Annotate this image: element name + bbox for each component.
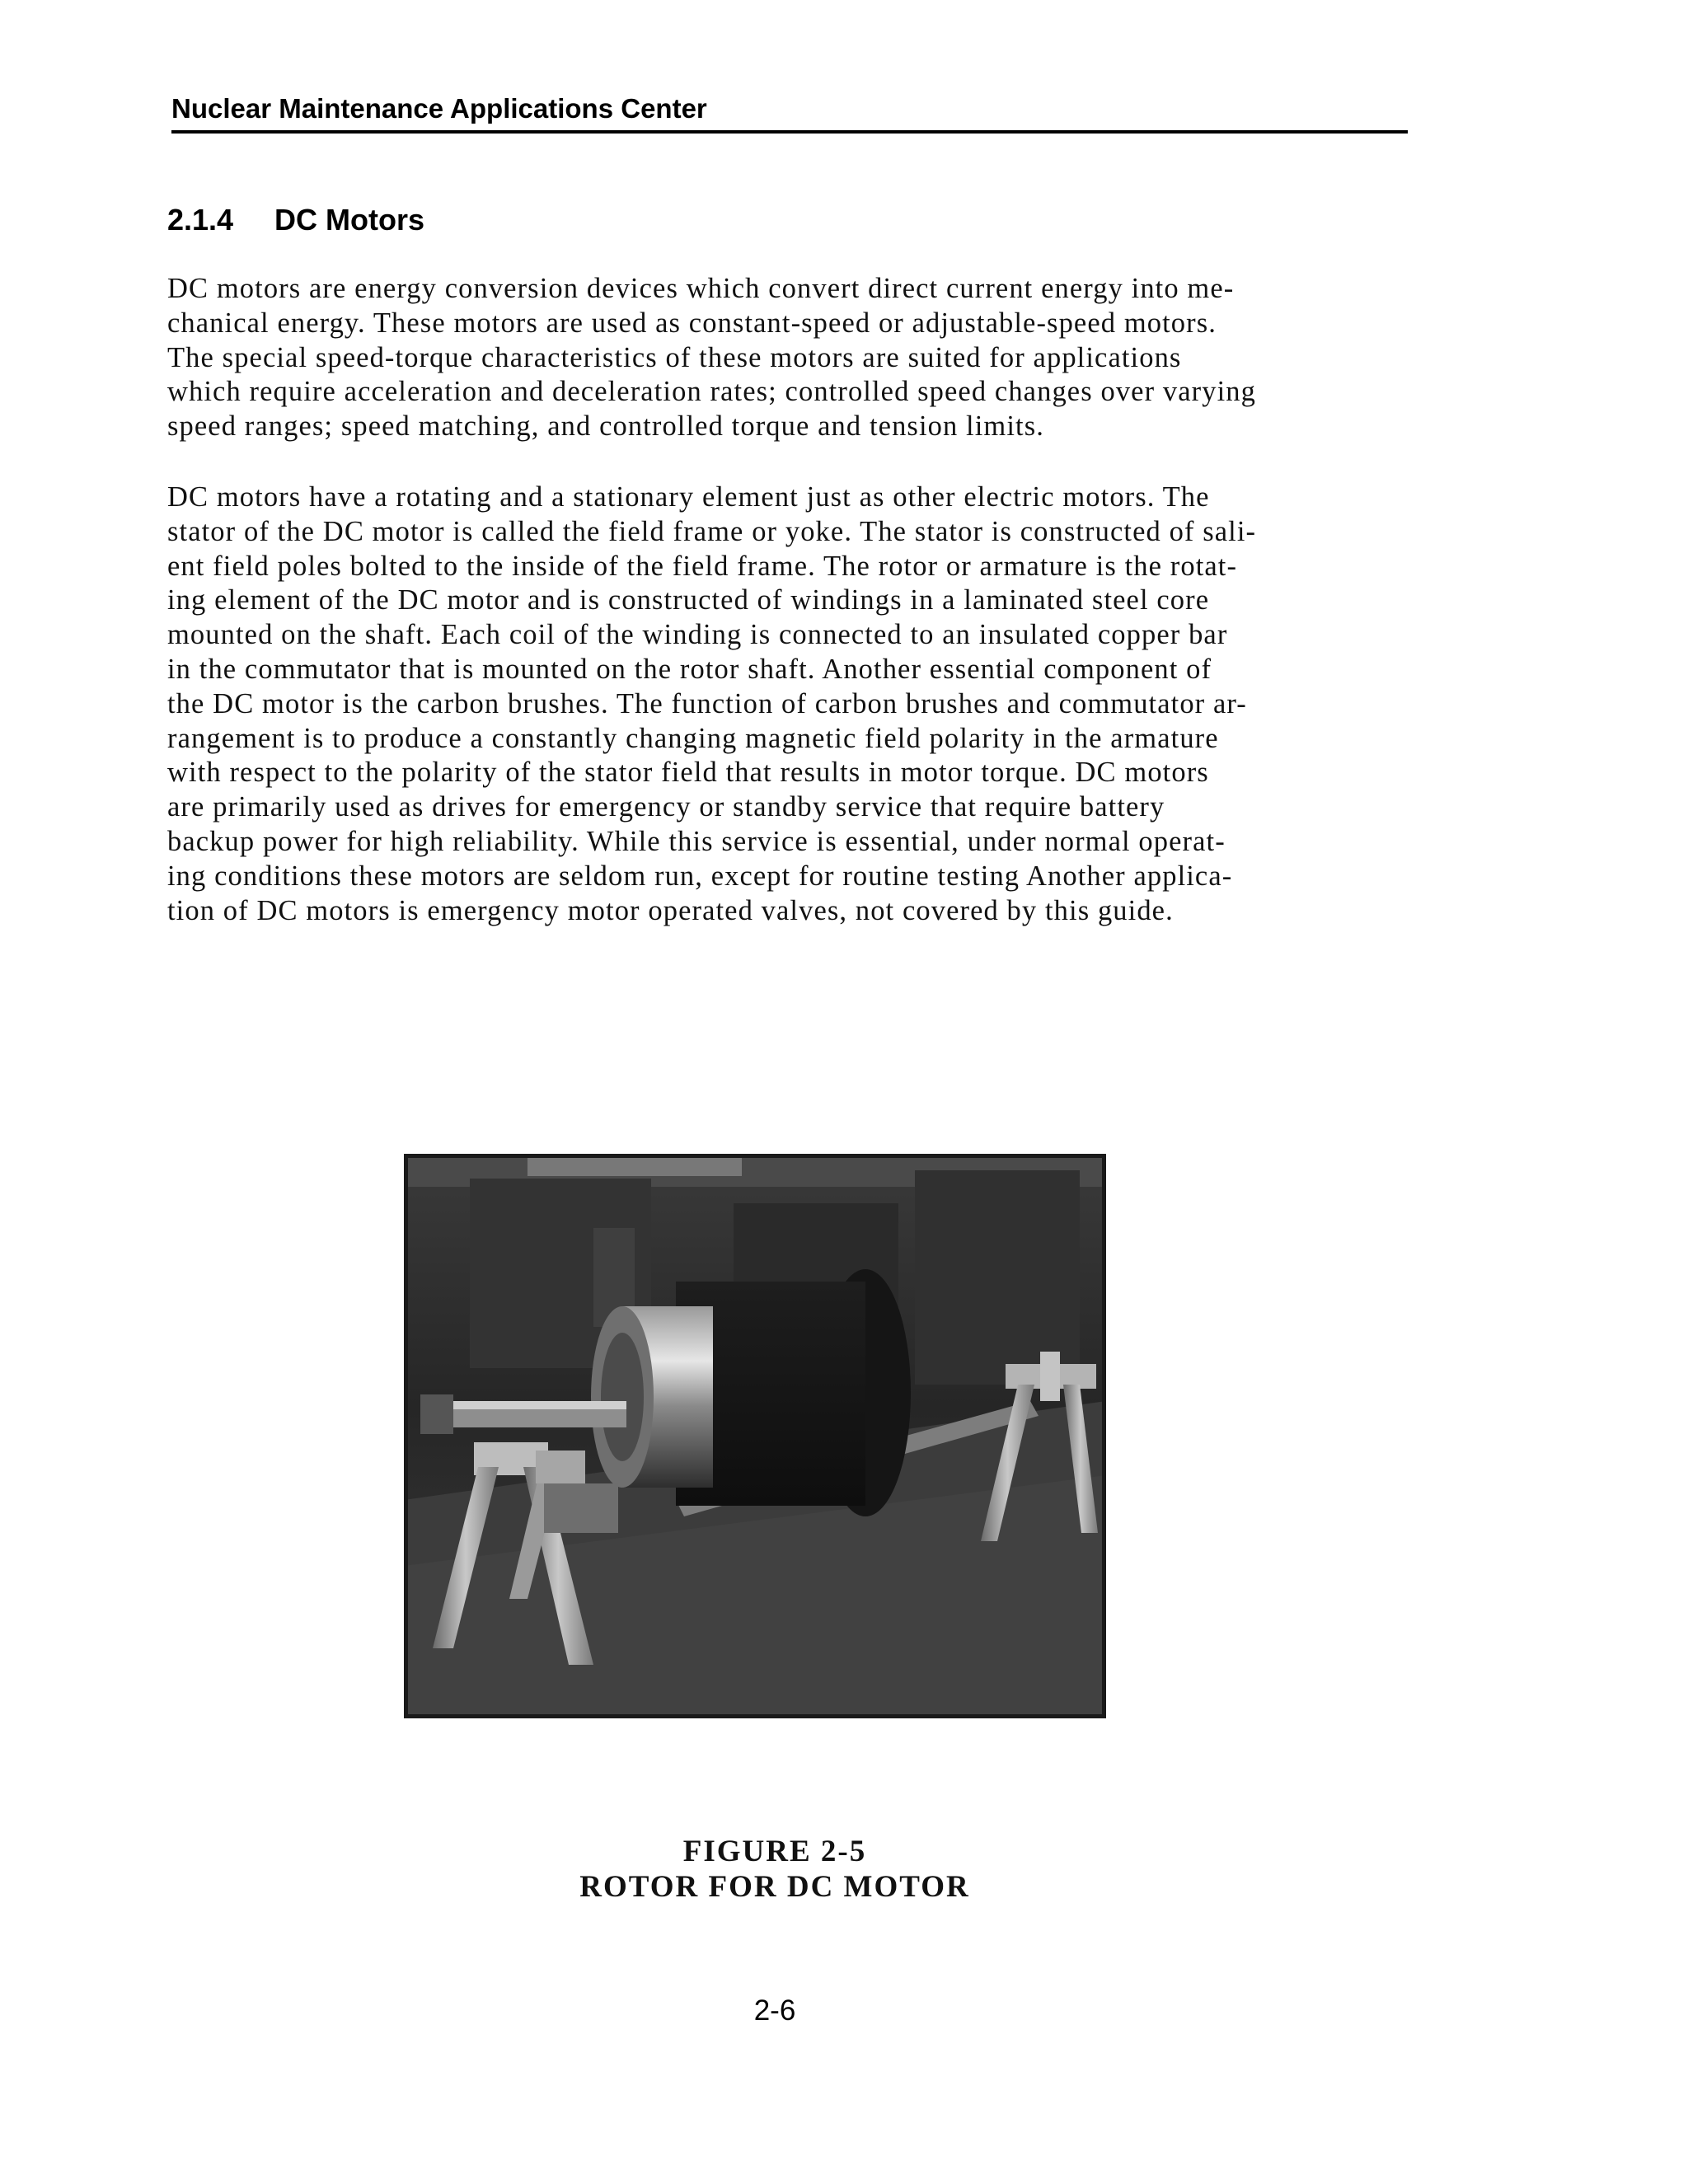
body-paragraph: DC motors are energy conversion devices which convert direct current energy into me- chanical energy. These motors are used as constant-speed or adjustable-speed motors. The special speed-torque characteristics of these motors are suited for applications which require acceleration and deceleration rates; controlled speed changes over varying speed ranges; speed matching, and controlled torque and tension limits. [167, 273, 1256, 443]
section-title: DC Motors [274, 203, 424, 237]
body-paragraph: DC motors have a rotating and a stationary element just as other electric motors. The stator of the DC motor is called the field frame or yoke. The stator is constructed of sali- ent field poles bolted to the inside of the field frame. The rotor or armature is the rotat- ing element of the DC motor and is constructed of windings in a laminated steel core mounted on the shaft. Each coil of the winding is connected to an insulated copper bar in the commutator that is mounted on the rotor shaft. Another essential component of the DC motor is the carbon brushes. The function of carbon brushes and commutator ar- rangement is to produce a constantly changing magnetic field polarity in the armature with respect to the polarity of the stator field that results in motor torque. DC motors are primarily used as drives for emergency or standby service that require battery backup power for high reliability. While this service is essential, under normal operat- ing conditions these motors are seldom run, except for routine testing Another applica- tion of DC motors is emergency motor operated valves, not covered by this guide. [167, 481, 1257, 926]
section-number: 2.1.4 [167, 203, 234, 237]
figure-caption: ROTOR FOR DC MOTOR [579, 1870, 970, 1904]
rotor-photo [404, 1154, 1106, 1718]
figure-number: FIGURE 2-5 [682, 1835, 867, 1868]
running-header: Nuclear Maintenance Applications Center [171, 92, 1408, 134]
page-number: 2-6 [753, 1994, 796, 2027]
section-heading [167, 199, 424, 241]
